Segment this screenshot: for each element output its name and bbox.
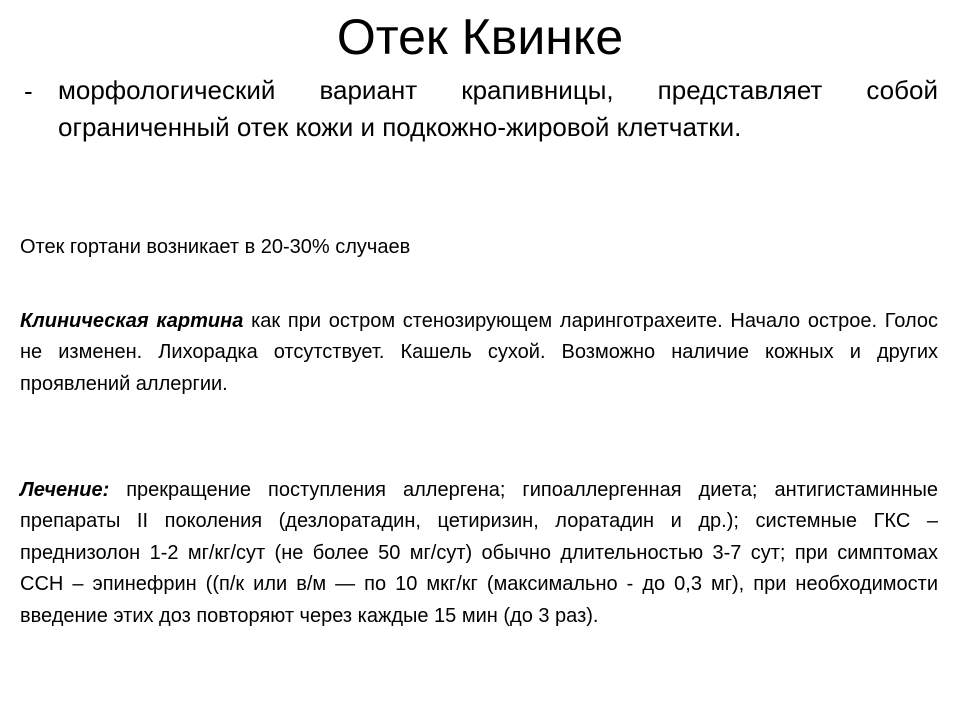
treatment-paragraph <box>20 475 938 632</box>
clinical-picture-text: как при остром стенозирующем ларинготрахеите. Начало острое. Голос не изменен. Лихорадка отсутствует. Кашель сухой. Возможно наличие кожных и других проявлений аллергии. <box>20 310 938 395</box>
slide-title: Отек Квинке <box>336 9 624 65</box>
definition-text: морфологический вариант крапивницы, представляет собой ограниченный отек кожи и подкожно-жировой клетчатки. <box>58 75 938 142</box>
clinical-picture-heading: Клиническая картина <box>20 310 244 332</box>
treatment-heading: Лечение: <box>20 479 110 501</box>
larynx-edema-note: Отек гортани возникает в 20-30% случаев <box>20 236 411 258</box>
clinical-picture-paragraph <box>20 306 938 400</box>
treatment-text: прекращение поступления аллергена; гипоаллергенная диета; антигистаминные препараты II поколения (дезлоратадин, цетиризин, лоратадин и др.); системные ГКС – преднизолон 1-2 мг/кг/сут (не более 50 мг/сут) обычно длительностью 3-7 сут; при симптомах ССН – эпинефрин ((п/к или в/м — по 10 мкг/кг (максимально - до 0,3 мг), при необходимости введение этих доз повторяют через каждые 15 мин (до 3 раз). <box>20 479 938 627</box>
bullet-dash-icon: - <box>24 76 33 106</box>
